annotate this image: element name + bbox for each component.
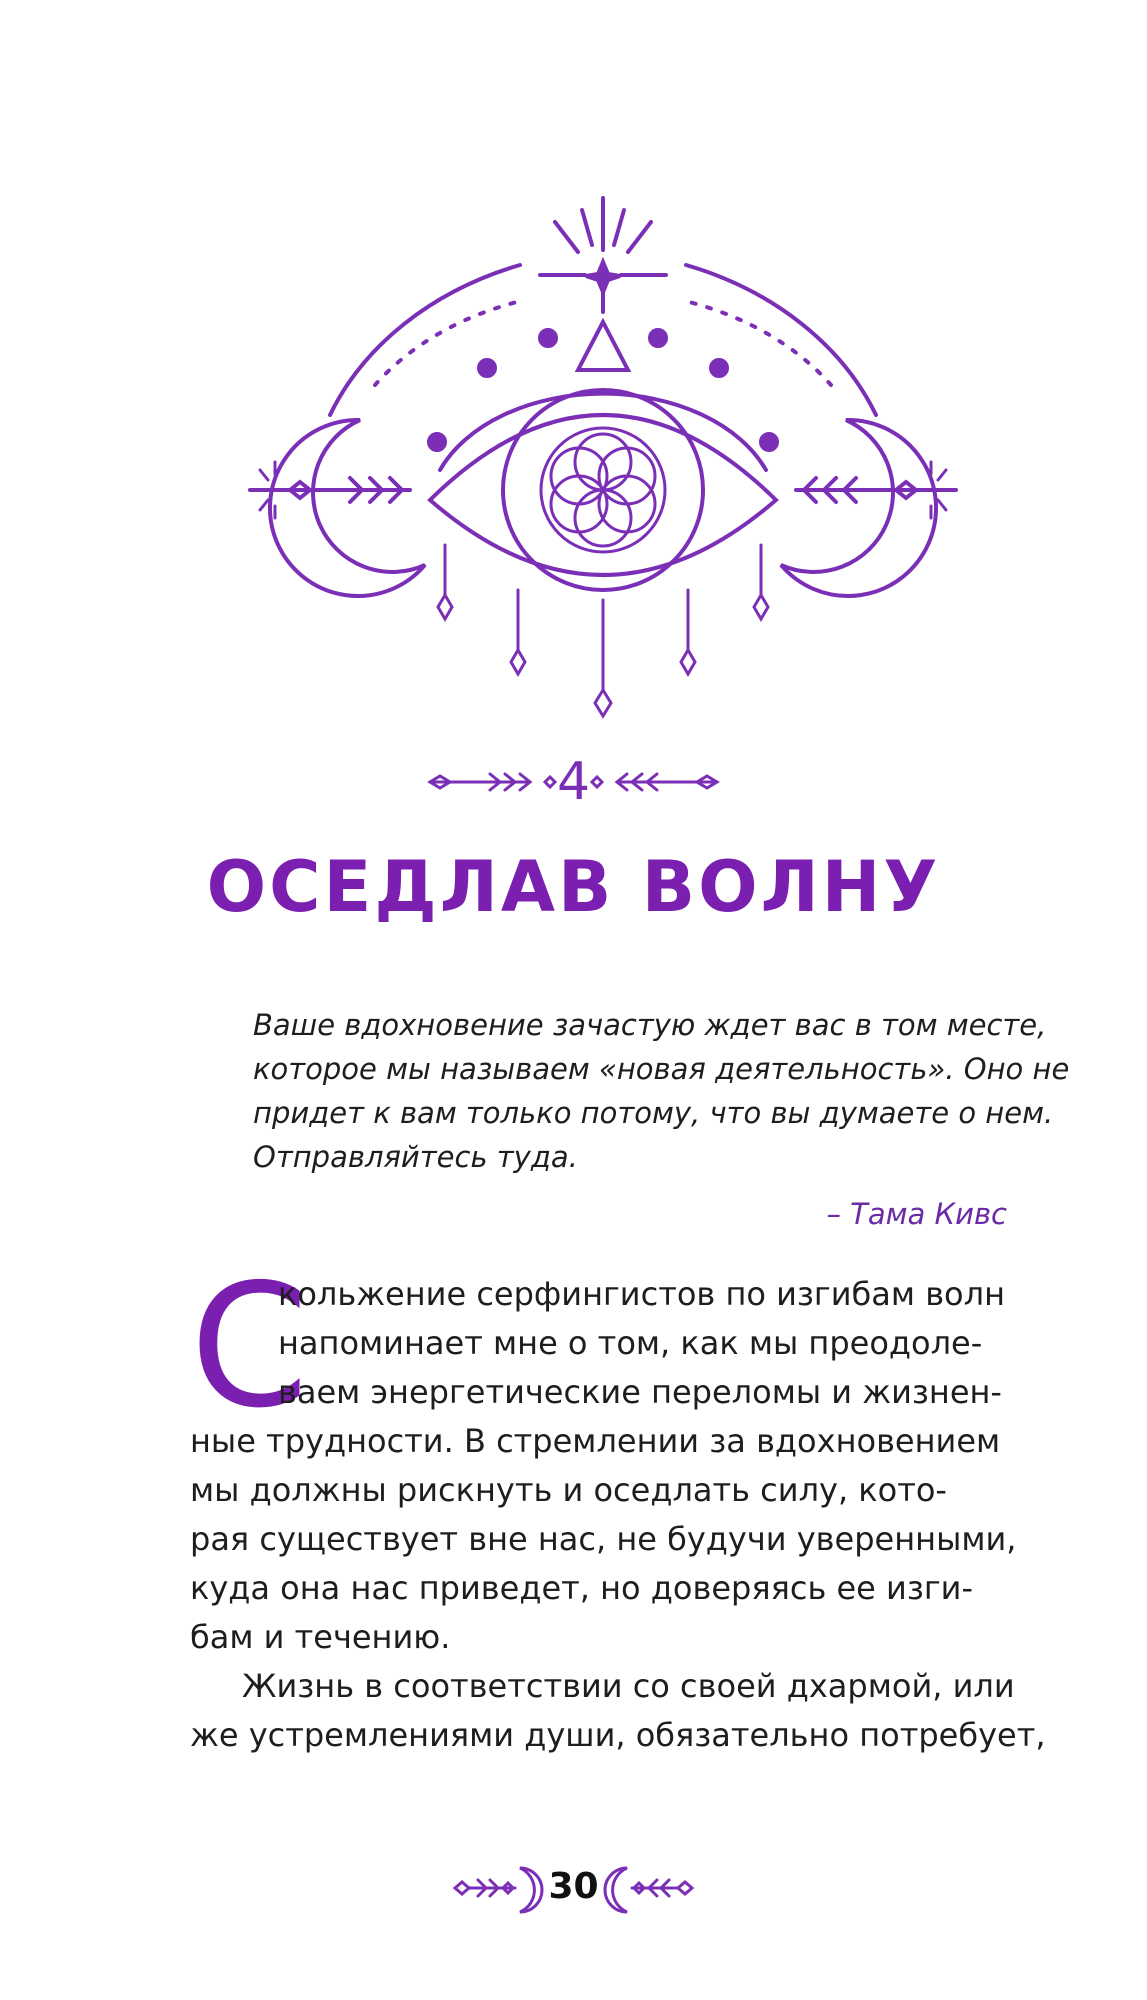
body-line: ваем энергетические переломы и жизнен- — [278, 1373, 1002, 1411]
body-line: ные трудности. В стремлении за вдохновением — [190, 1422, 1001, 1460]
body-line: рая существует вне нас, не будучи уверенными, — [190, 1520, 1017, 1558]
page-footer — [0, 1856, 1147, 1926]
epigraph — [253, 1003, 1070, 1179]
drop-cap: С — [190, 1248, 309, 1446]
epigraph-line: Ваше вдохновение зачастую ждет вас в том месте, — [253, 1008, 1047, 1042]
epigraph-line: которое мы называем «новая деятельность». Оно не — [253, 1052, 1070, 1086]
page-number: 30 — [548, 1866, 599, 1907]
body-line: мы должны рискнуть и оседлать силу, кото- — [190, 1471, 947, 1509]
mystic-eye-ornament-icon — [0, 0, 1147, 760]
body-line: кольжение серфингистов по изгибам волн — [278, 1275, 1005, 1313]
paragraph-2 — [190, 1662, 1046, 1760]
chapter-number-row — [0, 752, 1147, 812]
body-text — [190, 1248, 1046, 1760]
body-line: же устремлениями души, обязательно потребует, — [190, 1716, 1046, 1754]
body-line: Жизнь в соответствии со своей дхармой, или — [242, 1667, 1015, 1705]
body-line: куда она нас приведет, но доверяясь ее изги- — [190, 1569, 973, 1607]
body-line: напоминает мне о том, как мы преодоле- — [278, 1324, 983, 1362]
top-star-icon — [540, 198, 666, 312]
chapter-title: ОСЕДЛАВ ВОЛНУ — [206, 846, 941, 928]
epigraph-line: придет к вам только потому, что вы думаете о нем. — [253, 1096, 1054, 1130]
epigraph-line: Отправляйтесь туда. — [253, 1140, 578, 1174]
paragraph-1 — [190, 1248, 1023, 1662]
epigraph-author: – Тама Кивс — [826, 1197, 1007, 1231]
body-line: бам и течению. — [190, 1618, 451, 1656]
chapter-number: 4 — [556, 752, 591, 812]
